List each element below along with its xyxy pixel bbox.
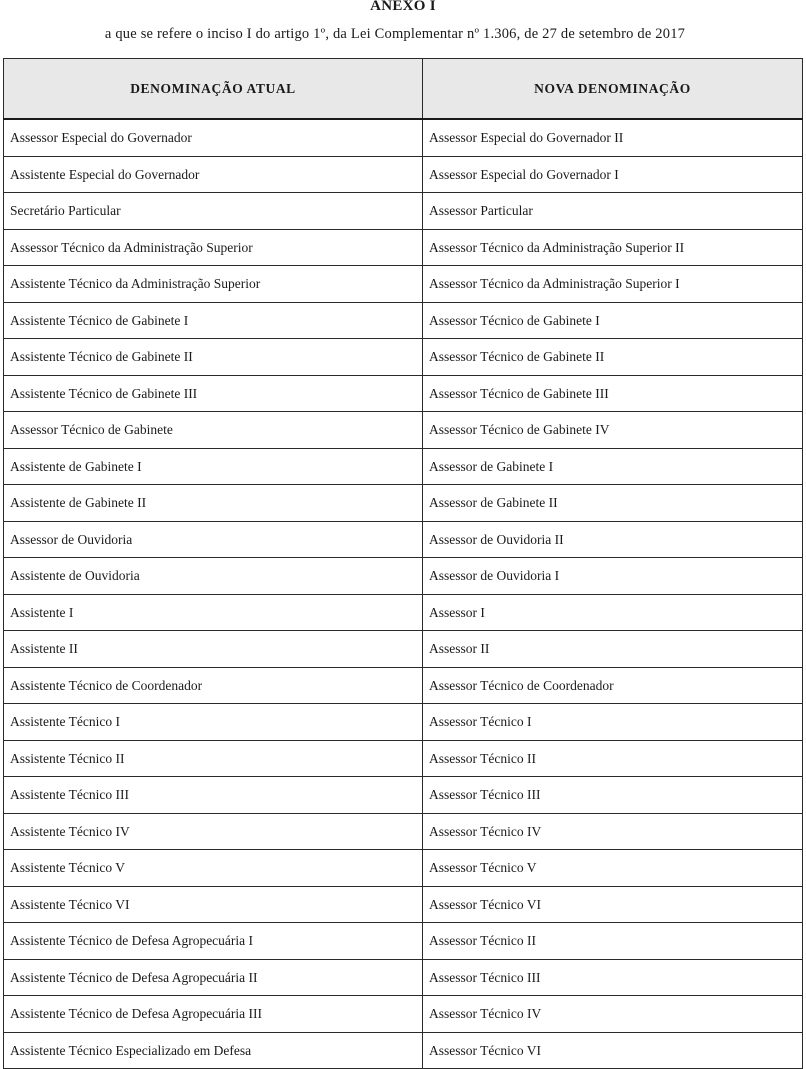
new-denomination-cell: Assessor Particular bbox=[423, 193, 803, 230]
current-denomination-cell: Assistente Técnico V bbox=[4, 850, 423, 887]
table-row bbox=[4, 448, 803, 485]
table-row bbox=[4, 193, 803, 230]
new-denomination-cell: Assessor Técnico III bbox=[423, 777, 803, 814]
table-row bbox=[4, 777, 803, 814]
new-denomination-cell: Assessor Técnico de Gabinete IV bbox=[423, 412, 803, 449]
header-row bbox=[4, 59, 803, 120]
table-row bbox=[4, 631, 803, 668]
current-denomination-cell: Assistente Técnico III bbox=[4, 777, 423, 814]
new-denomination-cell: Assessor Técnico IV bbox=[423, 996, 803, 1033]
current-denomination-cell: Secretário Particular bbox=[4, 193, 423, 230]
table-row bbox=[4, 302, 803, 339]
current-denomination-cell: Assistente Técnico de Coordenador bbox=[4, 667, 423, 704]
new-denomination-cell: Assessor Técnico de Gabinete I bbox=[423, 302, 803, 339]
header-current-denomination: DENOMINAÇÃO ATUAL bbox=[4, 59, 423, 120]
table-row bbox=[4, 412, 803, 449]
table-row bbox=[4, 521, 803, 558]
table-row bbox=[4, 485, 803, 522]
table-header bbox=[4, 59, 803, 120]
new-denomination-cell: Assessor I bbox=[423, 594, 803, 631]
table-row bbox=[4, 156, 803, 193]
table-row bbox=[4, 266, 803, 303]
table-row bbox=[4, 339, 803, 376]
denomination-table bbox=[3, 58, 803, 1069]
new-denomination-cell: Assessor Técnico de Coordenador bbox=[423, 667, 803, 704]
current-denomination-cell: Assistente Técnico VI bbox=[4, 886, 423, 923]
current-denomination-cell: Assistente II bbox=[4, 631, 423, 668]
current-denomination-cell: Assistente Técnico de Defesa Agropecuária I bbox=[4, 923, 423, 960]
new-denomination-cell: Assessor Técnico II bbox=[423, 923, 803, 960]
current-denomination-cell: Assistente Técnico de Gabinete III bbox=[4, 375, 423, 412]
current-denomination-cell: Assistente Técnico de Gabinete I bbox=[4, 302, 423, 339]
table-row bbox=[4, 886, 803, 923]
new-denomination-cell: Assessor Técnico da Administração Superior I bbox=[423, 266, 803, 303]
table-row bbox=[4, 229, 803, 266]
table-row bbox=[4, 558, 803, 595]
table-row bbox=[4, 594, 803, 631]
new-denomination-cell: Assessor Técnico de Gabinete III bbox=[423, 375, 803, 412]
current-denomination-cell: Assistente Técnico Especializado em Defesa bbox=[4, 1032, 423, 1069]
current-denomination-cell: Assistente Técnico IV bbox=[4, 813, 423, 850]
header-new-denomination: NOVA DENOMINAÇÃO bbox=[423, 59, 803, 120]
new-denomination-cell: Assessor Especial do Governador II bbox=[423, 119, 803, 156]
new-denomination-cell: Assessor Técnico da Administração Superior II bbox=[423, 229, 803, 266]
new-denomination-cell: Assessor de Ouvidoria I bbox=[423, 558, 803, 595]
table-row bbox=[4, 375, 803, 412]
new-denomination-cell: Assessor Técnico IV bbox=[423, 813, 803, 850]
annex-title: ANEXO I bbox=[370, 0, 436, 14]
new-denomination-cell: Assessor de Gabinete II bbox=[423, 485, 803, 522]
current-denomination-cell: Assistente de Ouvidoria bbox=[4, 558, 423, 595]
new-denomination-cell: Assessor II bbox=[423, 631, 803, 668]
table-row bbox=[4, 996, 803, 1033]
table-row bbox=[4, 959, 803, 996]
table-row bbox=[4, 813, 803, 850]
current-denomination-cell: Assessor Técnico da Administração Superior bbox=[4, 229, 423, 266]
table-row bbox=[4, 704, 803, 741]
table-row bbox=[4, 667, 803, 704]
new-denomination-cell: Assessor Técnico III bbox=[423, 959, 803, 996]
current-denomination-cell: Assistente Técnico de Gabinete II bbox=[4, 339, 423, 376]
new-denomination-cell: Assessor Técnico VI bbox=[423, 1032, 803, 1069]
current-denomination-cell: Assistente de Gabinete I bbox=[4, 448, 423, 485]
table-row bbox=[4, 923, 803, 960]
new-denomination-cell: Assessor Técnico de Gabinete II bbox=[423, 339, 803, 376]
new-denomination-cell: Assessor de Gabinete I bbox=[423, 448, 803, 485]
annex-subtitle: a que se refere o inciso I do artigo 1º, da Lei Complementar nº 1.306, de 27 de setembro de 2017 bbox=[104, 26, 686, 42]
current-denomination-cell: Assistente Especial do Governador bbox=[4, 156, 423, 193]
table-row bbox=[4, 850, 803, 887]
new-denomination-cell: Assessor Técnico VI bbox=[423, 886, 803, 923]
table-row bbox=[4, 119, 803, 156]
current-denomination-cell: Assistente Técnico de Defesa Agropecuária II bbox=[4, 959, 423, 996]
current-denomination-cell: Assistente Técnico I bbox=[4, 704, 423, 741]
new-denomination-cell: Assessor Técnico V bbox=[423, 850, 803, 887]
table-row bbox=[4, 1032, 803, 1069]
current-denomination-cell: Assistente Técnico da Administração Superior bbox=[4, 266, 423, 303]
current-denomination-cell: Assistente de Gabinete II bbox=[4, 485, 423, 522]
current-denomination-cell: Assessor Técnico de Gabinete bbox=[4, 412, 423, 449]
current-denomination-cell: Assistente Técnico II bbox=[4, 740, 423, 777]
current-denomination-cell: Assistente I bbox=[4, 594, 423, 631]
new-denomination-cell: Assessor Especial do Governador I bbox=[423, 156, 803, 193]
current-denomination-cell: Assessor de Ouvidoria bbox=[4, 521, 423, 558]
new-denomination-cell: Assessor de Ouvidoria II bbox=[423, 521, 803, 558]
new-denomination-cell: Assessor Técnico I bbox=[423, 704, 803, 741]
current-denomination-cell: Assessor Especial do Governador bbox=[4, 119, 423, 156]
table-body bbox=[4, 119, 803, 1069]
current-denomination-cell: Assistente Técnico de Defesa Agropecuária III bbox=[4, 996, 423, 1033]
table-row bbox=[4, 740, 803, 777]
new-denomination-cell: Assessor Técnico II bbox=[423, 740, 803, 777]
